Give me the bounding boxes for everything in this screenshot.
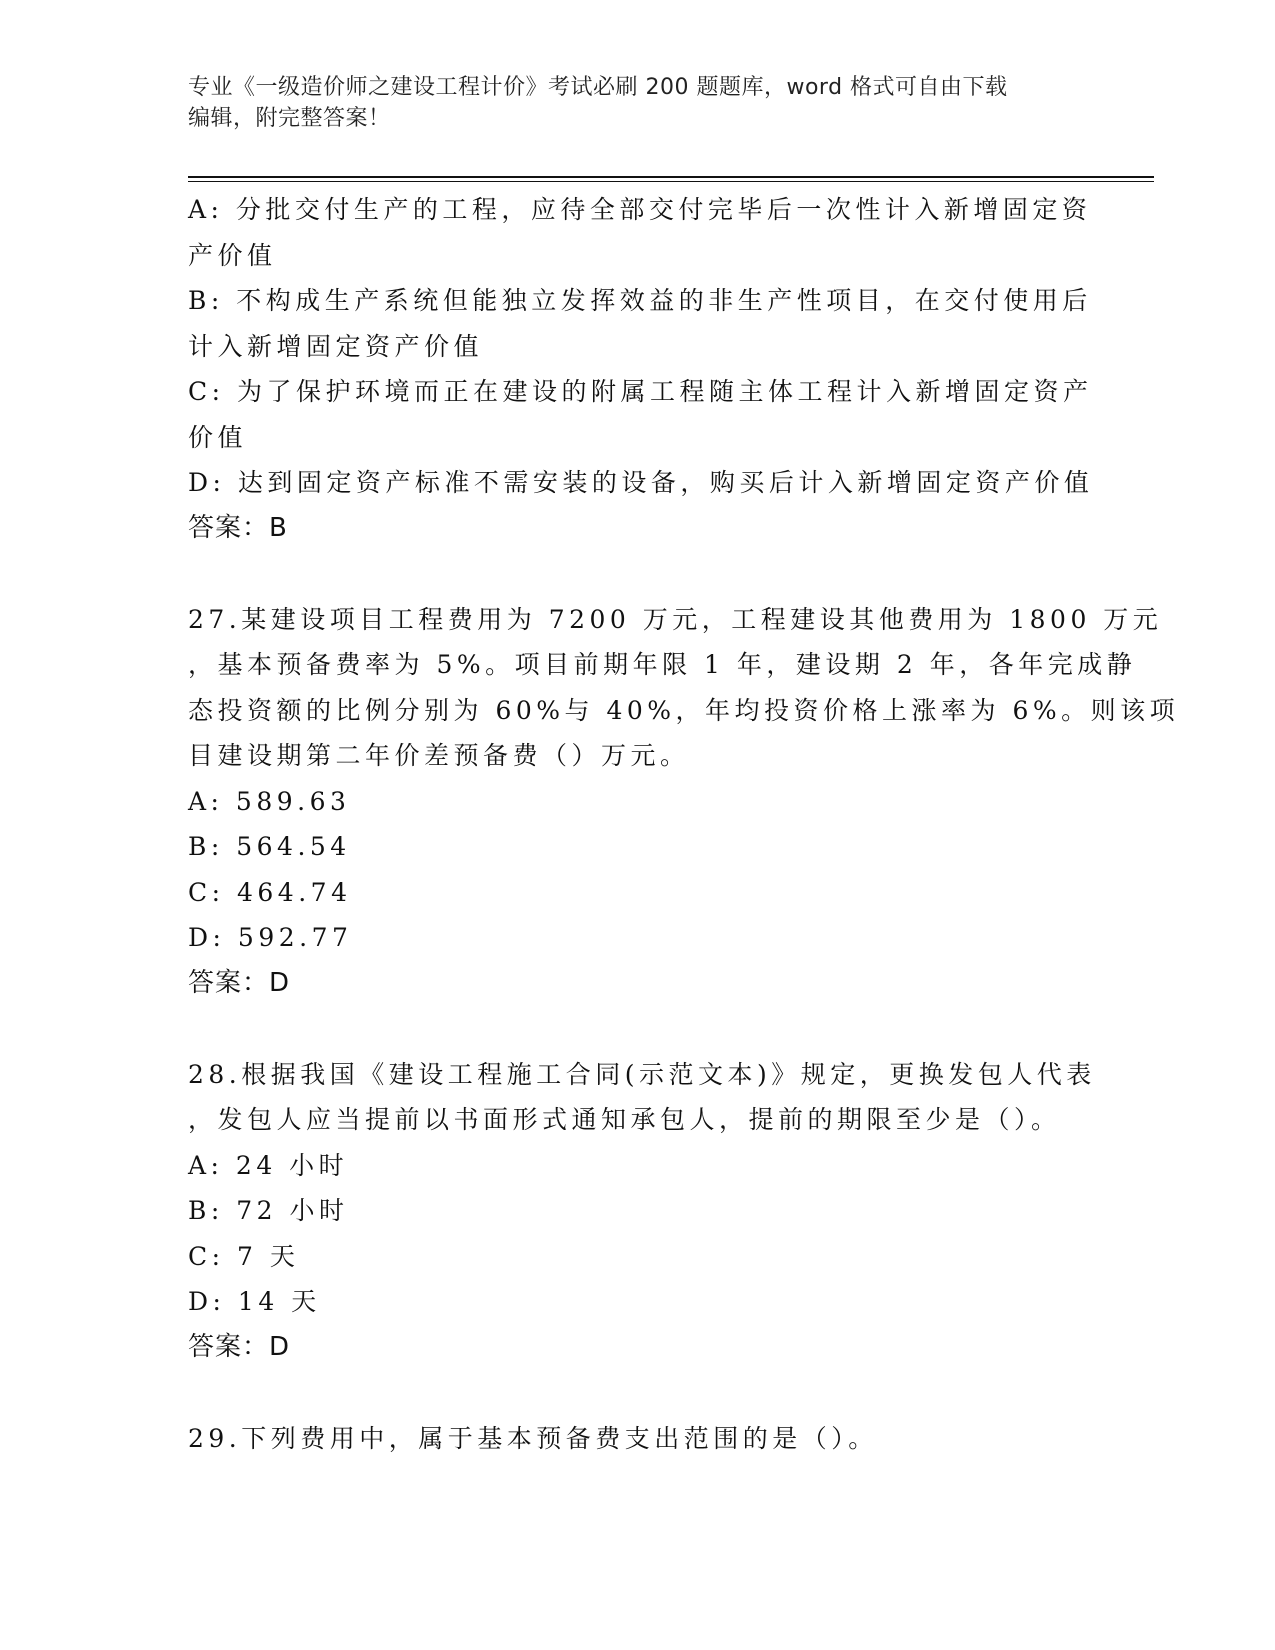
option-b: B: 564.54 [188,832,351,861]
answer-label: 答案：D [188,1331,291,1362]
header-title-line-2: 编辑，附完整答案！ [188,106,391,131]
option-b-line-1: B: 不构成生产系统但能独立发挥效益的非生产性项目，在交付使用后 [188,286,1092,315]
question-stem-line-2: ，基本预备费率为 5%。项目前期年限 1 年，建设期 2 年，各年完成静 [188,650,1137,679]
option-a: A: 589.63 [188,786,351,816]
option-c: C: 464.74 [188,877,352,907]
option-a-line-2: 产价值 [188,240,277,270]
question-stem-line-1: 27.某建设项目工程费用为 7200 万元，工程建设其他费用为 1800 万元 [188,604,1163,634]
header-divider-thin [188,181,1154,182]
question-spacer [188,1370,1088,1416]
question-stem-line-1: 28.根据我国《建设工程施工合同(示范文本)》规定，更换发包人代表 [188,1059,1096,1089]
question-29 [188,1416,1088,1462]
question-26-options [188,187,1094,551]
answer-label: 答案：B [188,512,288,543]
document-header [188,72,1068,134]
question-28 [188,1052,1096,1371]
option-b: B: 72 小时 [188,1196,349,1225]
option-a: A: 24 小时 [188,1150,349,1180]
question-content [188,187,1180,1461]
option-a-line-1: A: 分批交付生产的工程，应待全部交付完毕后一次性计入新增固定资 [188,195,1092,224]
question-stem-line-3: 态投资额的比例分别为 60%与 40%，年均投资价格上涨率为 6%。则该项 [188,695,1180,725]
option-b-line-2: 计入新增固定资产价值 [188,331,484,361]
option-d-line-1: D: 达到固定资产标准不需安装的设备，购买后计入新增固定资产价值 [188,468,1094,497]
question-spacer [188,1006,1088,1052]
header-divider-thick [188,176,1154,178]
option-d: D: 592.77 [188,923,353,952]
question-stem-line-1: 29.下列费用中，属于基本预备费支出范围的是（）。 [188,1423,878,1453]
question-spacer [188,551,1088,597]
question-27 [188,597,1180,1007]
answer-label: 答案：D [188,967,291,998]
question-stem-line-2: ，发包人应当提前以书面形式通知承包人，提前的期限至少是（）。 [188,1105,1061,1134]
header-title-line-1: 专业《一级造价师之建设工程计价》考试必刷 200 题题库，word 格式可自由下载 [188,75,1008,100]
option-c-line-2: 价值 [188,422,248,452]
option-d: D: 14 天 [188,1287,321,1316]
option-c-line-1: C: 为了保护环境而正在建设的附属工程随主体工程计入新增固定资产 [188,377,1093,406]
question-stem-line-4: 目建设期第二年价差预备费（）万元。 [188,741,690,770]
option-c: C: 7 天 [188,1241,300,1271]
